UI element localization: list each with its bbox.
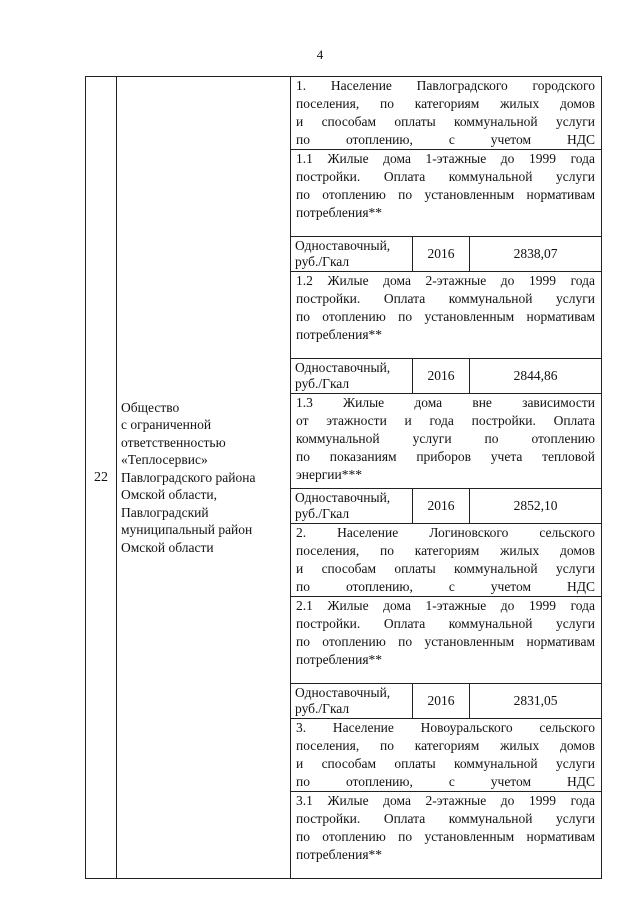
text-line-last: потребления** [296,847,383,862]
organization-line: муниципальный район [121,522,253,538]
text-line: по отоплению по установленным нормативам [296,187,595,202]
organization-name [117,399,290,557]
tariff-year: 2016 [413,489,470,523]
subcategory-text [291,792,601,864]
section-heading [291,77,601,149]
text-line: 1.3 Жилые дома вне зависимости [296,395,595,410]
tariff-unit: руб./Гкал [295,254,350,269]
text-line: 1. Население Павлоградского городского [296,78,595,93]
text-line: 3. Население Новоуральского сельского [296,720,595,735]
text-line-last: по отоплению, с учетом НДС [296,774,595,789]
tariff-label-line: Одноставочный, [295,238,391,253]
subcategory-text [291,597,601,669]
text-line: поселения, по категориям жилых домов [296,96,595,111]
tariff-label [291,237,413,271]
tariff-row [291,684,601,718]
tariff-value: 2844,86 [513,368,558,383]
tariff-label-line: Одноставочный, [295,490,391,505]
organization-line: ответственностью [121,434,226,450]
category-cell [291,272,602,359]
tariff-label [291,684,413,718]
text-line: поселения, по категориям жилых домов [296,543,595,558]
text-line: и способам оплаты коммунальной услуги [296,756,595,771]
organization-line: Павлоградский [121,504,209,520]
tariff-label-line: Одноставочный, [295,685,391,700]
category-cell [291,524,602,597]
tariff-cell [291,684,602,719]
text-line: 3.1 Жилые дома 2-этажные до 1999 года [296,793,595,808]
tariff-cell [291,489,602,524]
text-line: постройки. Оплата коммунальной услуги [296,811,595,826]
text-line-last: по отоплению, с учетом НДС [296,132,595,147]
section-heading [291,719,601,791]
category-cell [291,77,602,150]
tariff-value: 2831,05 [513,693,558,708]
tariff-value: 2838,07 [513,246,558,261]
organization-line: Общество [121,399,180,415]
tariff-label [291,489,413,523]
text-line: 2.1 Жилые дома 1-этажные до 1999 года [296,598,595,613]
tariff-row [291,359,601,393]
text-line: коммунальной услуги по отоплению [296,431,595,446]
text-line: по отоплению по установленным нормативам [296,309,595,324]
text-line: 1.1 Жилые дома 1-этажные до 1999 года [296,151,595,166]
tariff-year: 2016 [413,684,470,718]
organization-line: с ограниченной [121,417,212,433]
category-cell [291,719,602,792]
table-row [86,77,602,150]
tariff-cell [291,359,602,394]
tariff-label-line: Одноставочный, [295,360,391,375]
category-cell [291,597,602,684]
text-line: по отоплению по установленным нормативам [296,829,595,844]
tariff-year: 2016 [413,359,470,393]
tariff-row [291,237,601,271]
page-number: 4 [316,47,324,62]
category-cell [291,792,602,879]
subcategory-text [291,150,601,222]
subcategory-text [291,272,601,344]
text-line: и способам оплаты коммунальной услуги [296,561,595,576]
text-line-last: энергии*** [296,467,362,482]
organization-cell [117,77,291,879]
category-cell [291,394,602,489]
text-line: 1.2 Жилые дома 2-этажные до 1999 года [296,273,595,288]
section-heading [291,524,601,596]
organization-line: Омской области, [121,487,218,503]
text-line: и способам оплаты коммунальной услуги [296,114,595,129]
text-line: постройки. Оплата коммунальной услуги [296,616,595,631]
tariff-cell [291,237,602,272]
text-line: постройки. Оплата коммунальной услуги [296,169,595,184]
text-line: 2. Население Логиновского сельского [296,525,595,540]
tariff-table [85,76,602,879]
tariff-value: 2852,10 [513,498,558,513]
text-line-last: потребления** [296,205,383,220]
category-cell [291,150,602,237]
organization-line: Омской области [121,539,214,555]
text-line-last: потребления** [296,652,383,667]
tariff-unit: руб./Гкал [295,506,350,521]
text-line: постройки. Оплата коммунальной услуги [296,291,595,306]
text-line: по показаниям приборов учета тепловой [296,449,595,464]
text-line: от этажности и года постройки. Оплата [296,413,595,428]
row-number: 22 [86,77,117,879]
text-line: поселения, по категориям жилых домов [296,738,595,753]
text-line: по отоплению по установленным нормативам [296,634,595,649]
organization-line: «Теплосервис» [121,452,208,468]
tariff-unit: руб./Гкал [295,376,350,391]
subcategory-text [291,394,601,484]
tariff-year: 2016 [413,237,470,271]
tariff-label [291,359,413,393]
organization-line: Павлоградского района [121,469,256,485]
tariff-unit: руб./Гкал [295,701,350,716]
text-line-last: по отоплению, с учетом НДС [296,579,595,594]
text-line-last: потребления** [296,327,383,342]
tariff-row [291,489,601,523]
